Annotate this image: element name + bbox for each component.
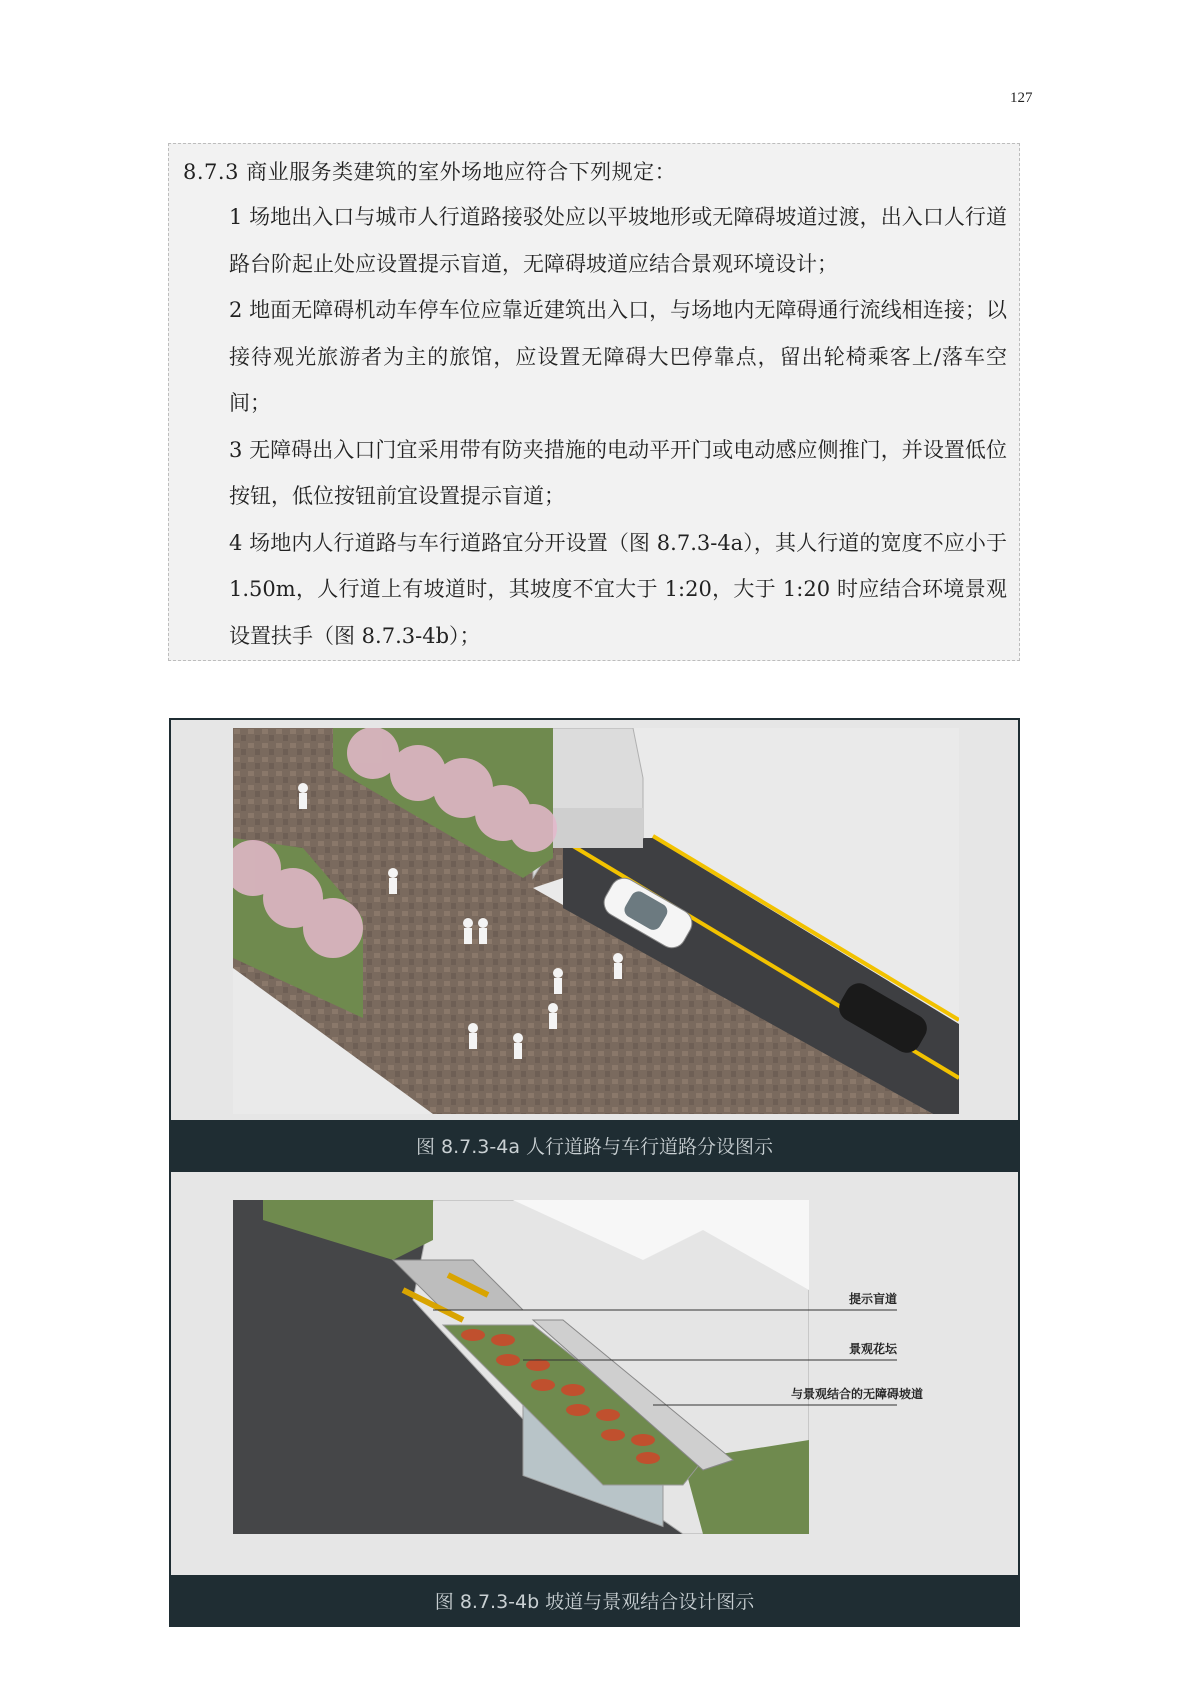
- clause-box: [168, 143, 1020, 661]
- figure-a-caption: 图 8.7.3-4a 人行道路与车行道路分设图示: [171, 1120, 1018, 1170]
- clause-list: [229, 194, 1007, 659]
- clause-item: 2 地面无障碍机动车停车位应靠近建筑出入口，与场地内无障碍通行流线相连接；以接待观光旅游者为主的旅馆，应设置无障碍大巴停靠点，留出轮椅乘客上/落车空间；: [229, 298, 1007, 415]
- page-number: 127: [1010, 90, 1033, 106]
- street-illustration: [233, 728, 959, 1114]
- clause-item: 4 场地内人行道路与车行道路宜分开设置（图 8.7.3-4a），其人行道的宽度不应小于 1.50m，人行道上有坡道时，其坡度不宜大于 1:20，大于 1:20 时应结合环境景观设置扶手（图 8.7.3-4b）；: [229, 530, 1007, 648]
- clause-item: 1 场地出入口与城市人行道路接驳处应以平坡地形或无障碍坡道过渡，出入口人行道路台阶起止处应设置提示盲道，无障碍坡道应结合景观环境设计；: [229, 205, 1007, 276]
- callout-leader-lines: [809, 1172, 899, 1542]
- callout-planter: 景观花坛: [849, 1342, 898, 1356]
- figure-a-panel: [169, 718, 1020, 1172]
- ramp-illustration: [233, 1200, 809, 1534]
- clause-item: 3 无障碍出入口门宜采用带有防夹措施的电动平开门或电动感应侧推门，并设置低位按钮，低位按钮前宜设置提示盲道；: [229, 437, 1007, 508]
- callout-tactile-paving: 提示盲道: [849, 1292, 898, 1306]
- callout-ramp: 与景观结合的无障碍坡道: [791, 1387, 924, 1401]
- clause-heading: 8.7.3 商业服务类建筑的室外场地应符合下列规定：: [183, 160, 677, 184]
- figure-b-caption: 图 8.7.3-4b 坡道与景观结合设计图示: [171, 1575, 1018, 1625]
- figure-b-panel: [169, 1172, 1020, 1627]
